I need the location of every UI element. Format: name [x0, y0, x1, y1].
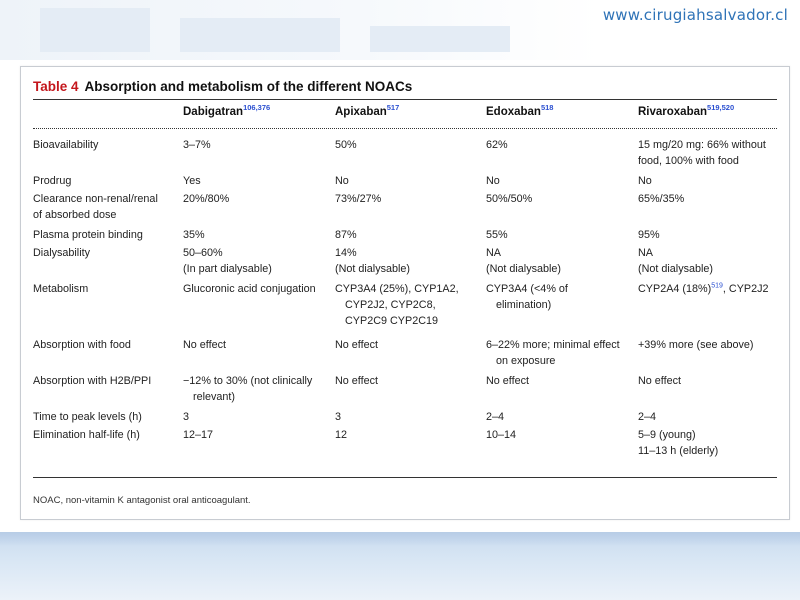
col-head-dabigatran: Dabigatran$^{106,376}$	[183, 103, 271, 118]
cell-line: No effect	[486, 375, 530, 387]
cell-line: 6–22% more; minimal effect	[486, 339, 620, 351]
row-label	[33, 227, 143, 243]
col-head-apixaban: Apixaban$^{517}$	[335, 103, 400, 118]
table-cell	[486, 373, 529, 389]
cell-line: 15 mg/20 mg: 66% without	[638, 139, 766, 151]
table-cell	[486, 191, 532, 207]
row-label	[33, 281, 88, 297]
cell-line: 65%/35%	[638, 193, 685, 205]
table-cell	[638, 281, 769, 297]
row-label-line: Time to peak levels (h)	[33, 411, 142, 423]
cell-line: 50%	[335, 139, 357, 151]
cell-line: 73%/27%	[335, 193, 382, 205]
cell-line: (Not dialysable)	[335, 263, 411, 275]
cell-line: 50–60%	[183, 247, 223, 259]
footer-wave	[0, 532, 800, 546]
row-label-line: Clearance non-renal/renal	[33, 193, 158, 205]
table-cell	[335, 337, 378, 353]
cell-line: (Not dialysable)	[486, 263, 562, 275]
cell-line: NA	[486, 247, 501, 259]
table-cell	[335, 173, 349, 189]
header-decoration	[370, 26, 510, 52]
cell-line: 10–14	[486, 429, 517, 441]
cell-line: No effect	[335, 375, 379, 387]
cell-line: 3	[335, 411, 342, 423]
table-cell	[638, 227, 660, 243]
table-cell	[486, 409, 504, 425]
cell-line: No effect	[183, 339, 227, 351]
cell-line: No effect	[638, 375, 682, 387]
row-label	[33, 373, 151, 389]
cell-line: 55%	[486, 229, 508, 241]
table-cell	[638, 373, 681, 389]
cell-line: on exposure	[496, 355, 556, 367]
table-cell	[486, 245, 561, 277]
cell-line: food, 100% with food	[638, 155, 739, 167]
cell-line: (Not dialysable)	[638, 263, 714, 275]
footer-band	[0, 532, 800, 600]
row-label	[33, 191, 158, 223]
cell-line: 35%	[183, 229, 205, 241]
table-cell	[335, 409, 341, 425]
table-cell	[335, 137, 357, 153]
row-label-line: of absorbed dose	[33, 209, 117, 221]
table-cell	[638, 191, 684, 207]
cell-line: CYP2J2, CYP2C8,	[345, 299, 436, 311]
header-rule	[33, 128, 777, 129]
table-cell	[486, 337, 620, 369]
table-cell	[183, 373, 312, 405]
table-cell	[638, 427, 718, 459]
cell-line: 14%	[335, 247, 357, 259]
cell-line: +39% more (see above)	[638, 339, 754, 351]
cell-line: No	[638, 175, 652, 187]
cell-line: 2–4	[486, 411, 505, 423]
cell-line: 62%	[486, 139, 508, 151]
row-label-line: Prodrug	[33, 175, 72, 187]
header-decoration	[40, 8, 150, 52]
cell-line: CYP3A4 (<4% of	[486, 283, 568, 295]
table-cell	[486, 137, 508, 153]
table-cell	[183, 245, 272, 277]
cell-line: CYP3A4 (25%), CYP1A2,	[335, 283, 459, 295]
cell-line: 87%	[335, 229, 357, 241]
title-rule	[33, 99, 777, 100]
table-cell	[486, 227, 508, 243]
row-label	[33, 409, 142, 425]
table-cell	[486, 427, 516, 443]
table-cell	[638, 409, 656, 425]
table-cell	[183, 427, 213, 443]
row-label-line: Metabolism	[33, 283, 89, 295]
cell-line: −12% to 30% (not clinically	[183, 375, 313, 387]
row-label	[33, 245, 90, 261]
cell-line: 12–17	[183, 429, 214, 441]
cell-line: No	[335, 175, 349, 187]
table-cell	[183, 337, 226, 353]
table-cell	[486, 173, 500, 189]
cell-line: (In part dialysable)	[183, 263, 272, 275]
cell-line: CYP2A4 $(18\%)^{519}$, CYP2J2	[638, 282, 769, 295]
cell-line: 2–4	[638, 411, 657, 423]
table-title-text: Absorption and metabolism of the different NOACs	[84, 79, 413, 94]
cell-line: relevant)	[193, 391, 236, 403]
table-cell	[183, 173, 201, 189]
table-cell	[638, 337, 754, 353]
table-cell	[183, 409, 189, 425]
cell-line: Yes	[183, 175, 201, 187]
cell-line: 20%/80%	[183, 193, 230, 205]
cell-line: 50%/50%	[486, 193, 533, 205]
table-cell	[335, 191, 381, 207]
col-head-edoxaban: Edoxaban$^{518}$	[486, 103, 554, 118]
header-decoration	[180, 18, 340, 52]
row-label	[33, 427, 140, 443]
table-cell	[335, 427, 347, 443]
cell-line: elimination)	[496, 299, 552, 311]
row-label	[33, 137, 98, 153]
footnote-rule	[33, 477, 777, 478]
cell-line: Glucoronic acid conjugation	[183, 283, 316, 295]
cell-line: 3	[183, 411, 190, 423]
cell-line: NA	[638, 247, 653, 259]
row-label-line: Absorption with food	[33, 339, 131, 351]
row-label-line: Absorption with H2B/PPI	[33, 375, 152, 387]
table-cell	[638, 173, 652, 189]
table-cell	[486, 281, 568, 313]
table-cell	[335, 281, 459, 329]
row-label-line: Plasma protein binding	[33, 229, 143, 241]
table-footnote: NOAC, non-vitamin K antagonist oral anticoagulant.	[33, 495, 251, 506]
row-label	[33, 173, 71, 189]
site-url[interactable]: www.cirugiahsalvador.cl	[602, 6, 788, 24]
cell-line: No effect	[335, 339, 379, 351]
cell-line: 11–13 h (elderly)	[638, 445, 719, 457]
row-label-line: Dialysability	[33, 247, 90, 259]
table-cell	[183, 137, 211, 153]
cell-ref: 519	[711, 282, 723, 290]
table-cell	[638, 137, 766, 169]
cell-line: 12	[335, 429, 348, 441]
table-cell	[183, 227, 205, 243]
row-label-line: Bioavailability	[33, 139, 99, 151]
table-cell	[638, 245, 713, 277]
cell-line: 95%	[638, 229, 660, 241]
table-cell	[183, 191, 229, 207]
header-background	[0, 0, 600, 60]
table-cell	[335, 373, 378, 389]
table-cell	[183, 281, 316, 297]
table-cell	[335, 227, 357, 243]
col-head-rivaroxaban: Rivaroxaban$^{519,520}$	[638, 103, 735, 118]
row-label	[33, 337, 131, 353]
row-label-line: Elimination half-life (h)	[33, 429, 140, 441]
cell-line: 5–9 (young)	[638, 429, 696, 441]
table-title	[33, 79, 412, 94]
table-cell	[335, 245, 410, 277]
cell-line: No	[486, 175, 500, 187]
table-card	[20, 66, 790, 520]
cell-line: CYP2C9 CYP2C19	[345, 315, 439, 327]
cell-line: 3–7%	[183, 139, 211, 151]
table-number: Table 4	[33, 79, 79, 94]
